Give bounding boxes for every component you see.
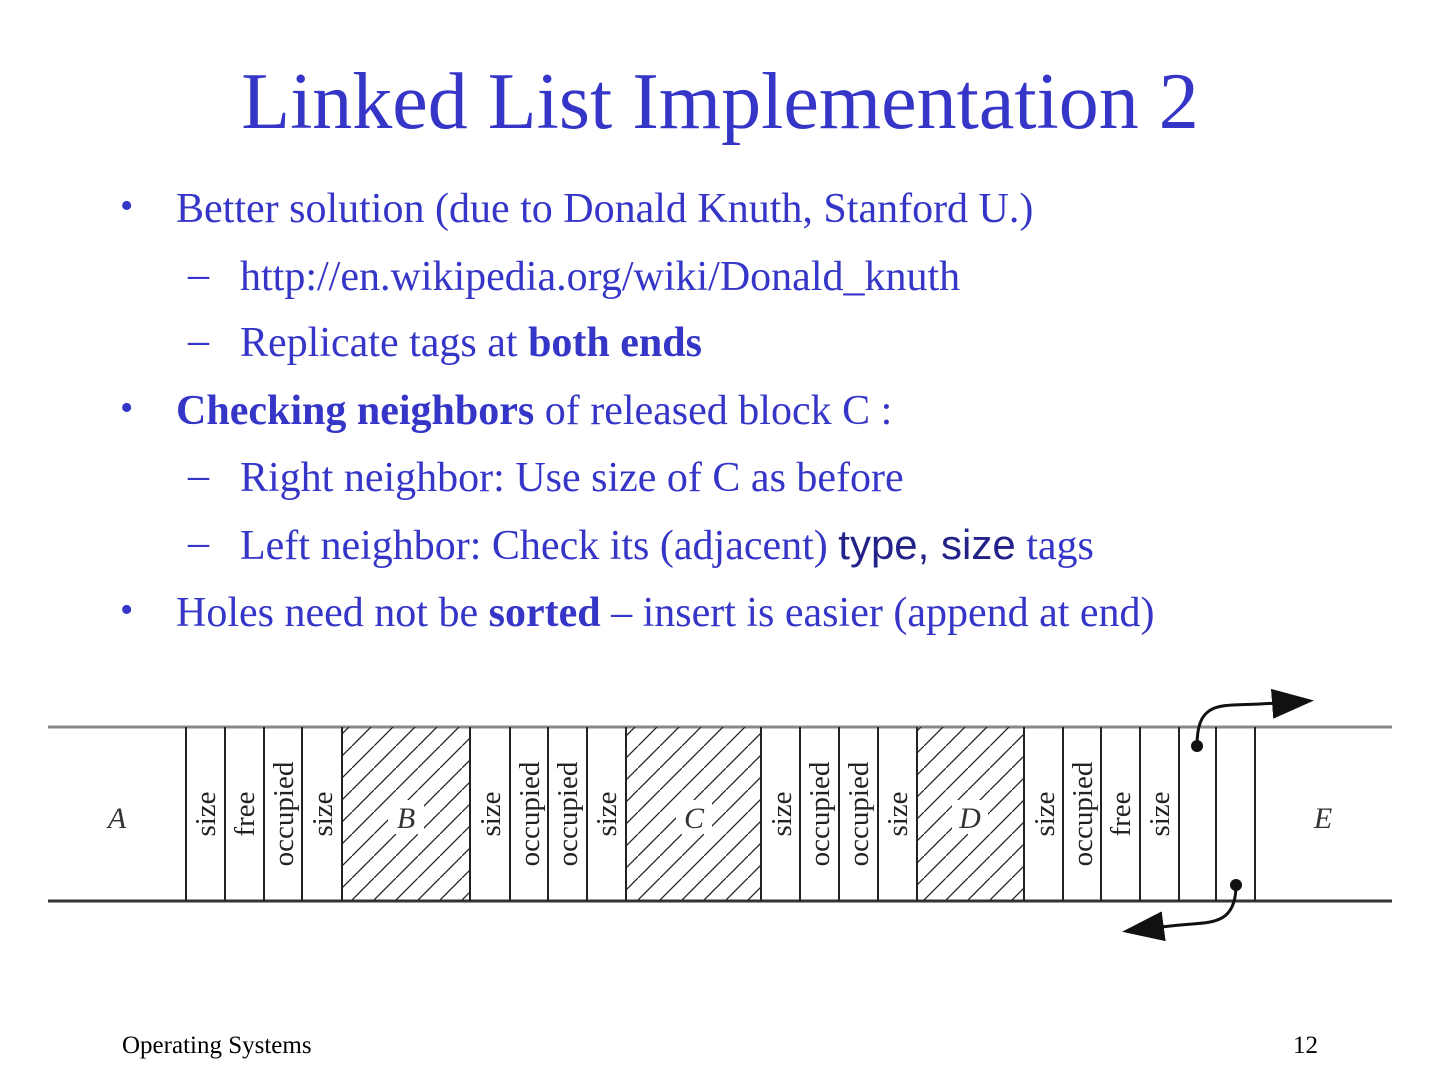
- bullet-marker: •: [120, 185, 134, 227]
- slide-title: Linked List Implementation 2: [241, 58, 1199, 146]
- tag-size: size: [766, 791, 798, 837]
- bullet-marker: •: [120, 589, 134, 631]
- memory-diagram: [0, 680, 1440, 960]
- text-span: tags: [1015, 523, 1094, 569]
- tag-size: size: [307, 791, 339, 837]
- tag-occupied: occupied: [514, 761, 546, 867]
- tag-size: size: [882, 791, 914, 837]
- dash-marker: –: [188, 252, 209, 298]
- tag-occupied: occupied: [804, 761, 836, 867]
- tag-free: free: [229, 791, 261, 837]
- block-label-a: A: [107, 802, 127, 835]
- sub-bullet-left-neighbor: [240, 521, 1094, 569]
- tag-occupied: occupied: [1067, 761, 1099, 867]
- text-span: of released block C :: [534, 388, 893, 434]
- footer-course-name: Operating Systems: [122, 1032, 312, 1059]
- block-label-c: C: [683, 802, 705, 835]
- sub-bullet-right-neighbor: Right neighbor: Use size of C as before: [240, 455, 904, 501]
- text-span: – insert is easier (append at end): [600, 590, 1155, 636]
- tag-occupied: occupied: [552, 761, 584, 867]
- tag-size: size: [190, 791, 222, 837]
- bold-text: Checking neighbors: [176, 388, 535, 434]
- text-span: Replicate tags at: [240, 320, 529, 366]
- bullet-holes-sorted: [176, 592, 1155, 634]
- text-span: Left neighbor: Check its (adjacent): [240, 523, 839, 569]
- sub-bullet-replicate-tags: [240, 322, 702, 364]
- bold-text: both ends: [528, 320, 702, 366]
- footer-page-number: 12: [1293, 1032, 1318, 1059]
- text-span: Holes need not be: [176, 590, 489, 636]
- tag-size: size: [1144, 791, 1176, 837]
- tag-free: free: [1105, 791, 1137, 837]
- dash-marker: –: [188, 453, 209, 499]
- tag-size: size: [475, 791, 507, 837]
- prev-pointer: [1128, 879, 1242, 931]
- block-label-d: D: [959, 802, 981, 835]
- bullet-checking-neighbors: [176, 390, 892, 432]
- bullet-better-solution: Better solution (due to Donald Knuth, Stanford U.): [176, 186, 1034, 232]
- tag-size: size: [591, 791, 623, 837]
- bold-text: sorted: [488, 590, 601, 636]
- sans-text: type, size: [838, 521, 1016, 568]
- dash-marker: –: [188, 520, 209, 566]
- tag-size: size: [1029, 791, 1061, 837]
- tag-occupied: occupied: [268, 761, 300, 867]
- block-label-b: B: [396, 802, 416, 835]
- dash-marker: –: [188, 318, 209, 364]
- block-label-e: E: [1313, 802, 1333, 835]
- bullet-marker: •: [120, 387, 134, 429]
- tag-occupied: occupied: [843, 761, 875, 867]
- sub-bullet-wiki-link[interactable]: http://en.wikipedia.org/wiki/Donald_knuth: [240, 254, 961, 300]
